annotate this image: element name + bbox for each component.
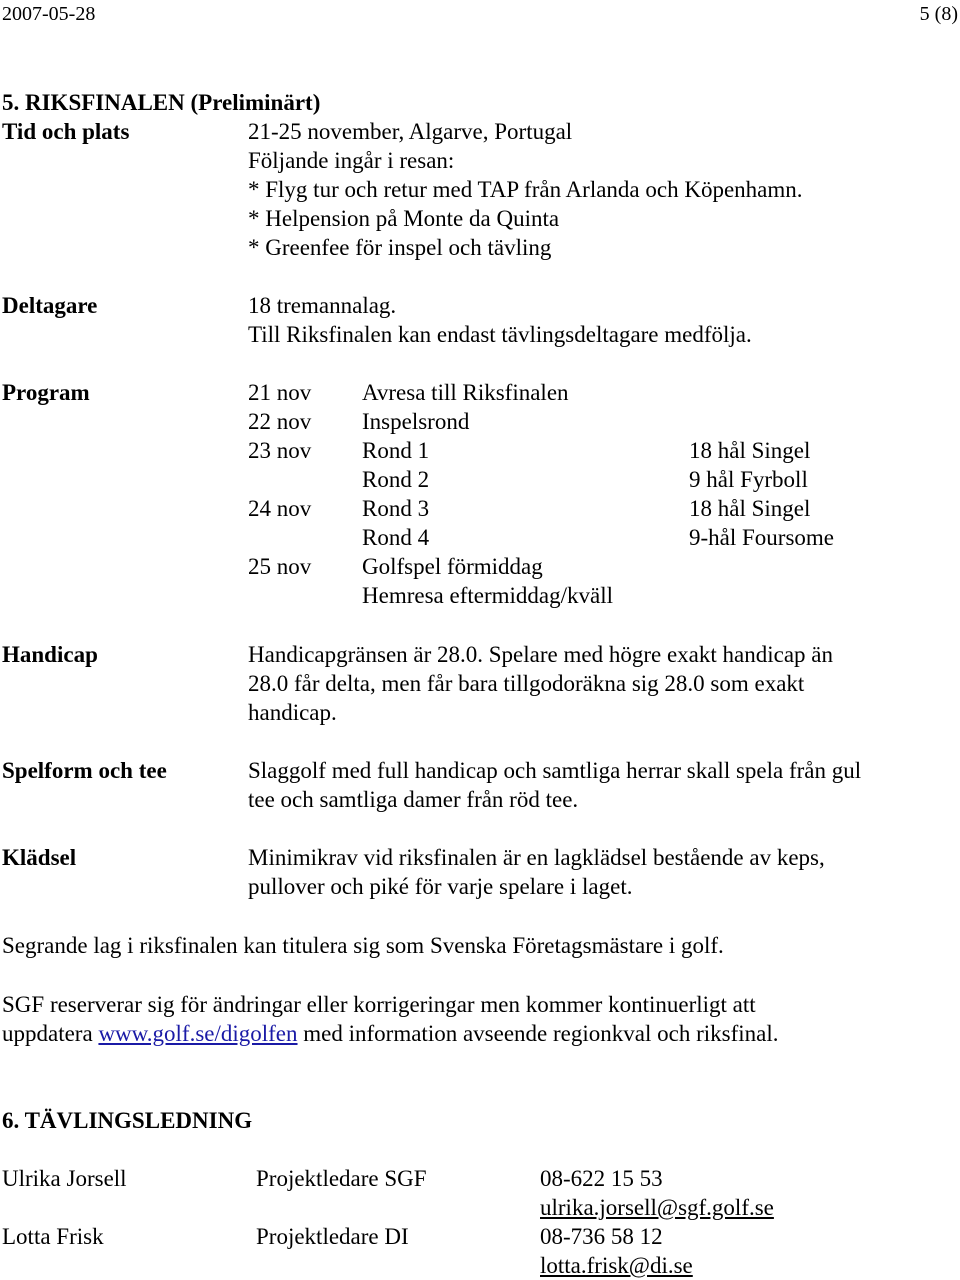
program-event: Rond 2 [362, 467, 430, 492]
header-page-number: 5 (8) [919, 3, 958, 25]
tid-och-plats-label: Tid och plats [2, 119, 130, 144]
tid-line: * Flyg tur och retur med TAP från Arlanda och Köpenhamn. [248, 177, 803, 202]
program-label: Program [2, 380, 90, 405]
program-format: 9 hål Fyrboll [689, 467, 808, 492]
handicap-label: Handicap [2, 642, 98, 667]
program-event: Rond 1 [362, 438, 430, 463]
kladsel-label: Klädsel [2, 845, 77, 870]
tid-line: * Greenfee för inspel och tävling [248, 235, 552, 260]
spelform-label: Spelform och tee [2, 758, 167, 783]
deltagare-line: Till Riksfinalen kan endast tävlingsdeltagare medfölja. [248, 322, 752, 347]
sgf-paragraph-line [2, 1019, 778, 1048]
handicap-line: Handicapgränsen är 28.0. Spelare med högre exakt handicap än [248, 642, 833, 667]
contact-role: Projektledare DI [256, 1224, 409, 1249]
program-format: 18 hål Singel [689, 438, 811, 463]
sgf-paragraph-line: SGF reserverar sig för ändringar eller korrigeringar men kommer kontinuerligt att [2, 992, 756, 1017]
sgf-text-post: med information avseende regionkval och riksfinal. [297, 1021, 779, 1046]
section-5-title: 5. RIKSFINALEN (Preliminärt) [2, 90, 321, 115]
program-date: 21 nov [248, 380, 312, 405]
program-date: 24 nov [248, 496, 312, 521]
kladsel-line: pullover och piké för varje spelare i laget. [248, 874, 633, 899]
section-6-title: 6. TÄVLINGSLEDNING [2, 1108, 253, 1133]
contact-name: Lotta Frisk [2, 1224, 104, 1249]
contact-email-link[interactable]: lotta.frisk@di.se [540, 1253, 693, 1278]
program-event: Hemresa eftermiddag/kväll [362, 583, 613, 608]
program-event: Rond 3 [362, 496, 430, 521]
spelform-line: tee och samtliga damer från röd tee. [248, 787, 579, 812]
contact-phone: 08-736 58 12 [540, 1224, 663, 1249]
kladsel-line: Minimikrav vid riksfinalen är en lagklädsel bestående av keps, [248, 845, 825, 870]
program-event: Golfspel förmiddag [362, 554, 543, 579]
program-event: Rond 4 [362, 525, 430, 550]
program-event: Inspelsrond [362, 409, 470, 434]
segrande-paragraph: Segrande lag i riksfinalen kan titulera sig som Svenska Företagsmästare i golf. [2, 933, 724, 958]
program-date: 23 nov [248, 438, 312, 463]
contact-role: Projektledare SGF [256, 1166, 427, 1191]
handicap-line: handicap. [248, 700, 337, 725]
spelform-line: Slaggolf med full handicap och samtliga herrar skall spela från gul [248, 758, 862, 783]
digolfen-link[interactable]: www.golf.se/digolfen [98, 1021, 298, 1046]
program-date: 22 nov [248, 409, 312, 434]
program-date: 25 nov [248, 554, 312, 579]
deltagare-line: 18 tremannalag. [248, 293, 397, 318]
handicap-line: 28.0 får delta, men får bara tillgodoräkna sig 28.0 som exakt [248, 671, 805, 696]
sgf-text-pre: uppdatera [2, 1021, 99, 1046]
contact-phone: 08-622 15 53 [540, 1166, 663, 1191]
contact-name: Ulrika Jorsell [2, 1166, 127, 1191]
program-format: 9-hål Foursome [689, 525, 835, 550]
tid-line: * Helpension på Monte da Quinta [248, 206, 560, 231]
deltagare-label: Deltagare [2, 293, 98, 318]
tid-line: Följande ingår i resan: [248, 148, 455, 173]
tid-line: 21-25 november, Algarve, Portugal [248, 119, 573, 144]
program-event: Avresa till Riksfinalen [362, 380, 569, 405]
contact-email-link[interactable]: ulrika.jorsell@sgf.golf.se [540, 1195, 774, 1220]
header-date: 2007-05-28 [2, 3, 96, 25]
program-format: 18 hål Singel [689, 496, 811, 521]
